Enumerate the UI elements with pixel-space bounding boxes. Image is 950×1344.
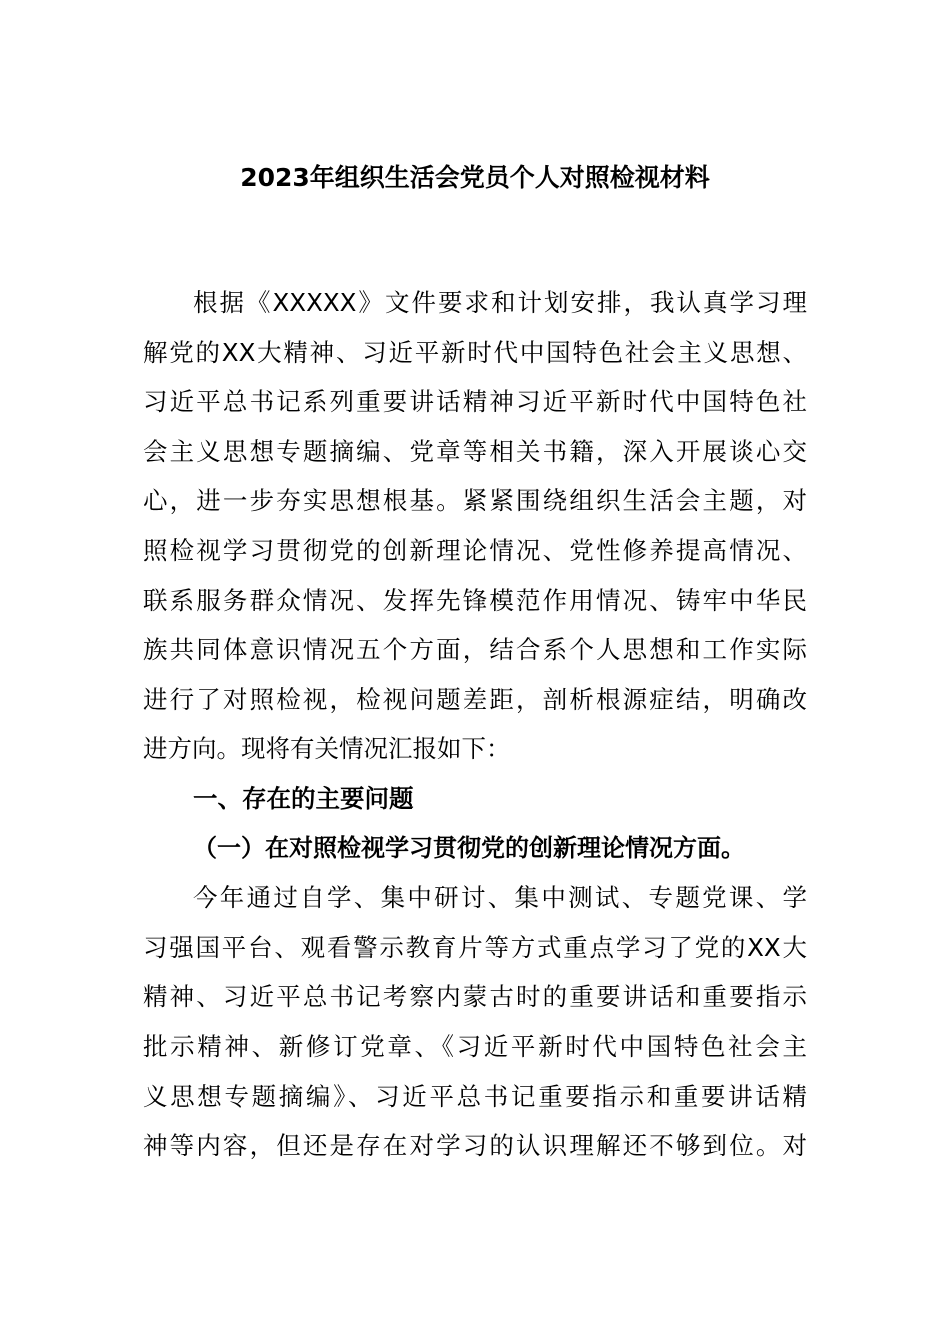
section-heading: 一、存在的主要问题 xyxy=(193,783,414,813)
paragraph-1-line: 会主义思想专题摘编、党章等相关书籍，深入开展谈心交 xyxy=(143,436,807,466)
paragraph-1-line: 习近平总书记系列重要讲话精神习近平新时代中国特色社 xyxy=(143,387,807,417)
paragraph-2-line: 精神、习近平总书记考察内蒙古时的重要讲话和重要指示 xyxy=(143,982,807,1012)
paragraph-1-line: 心，进一步夯实思想根基。紧紧围绕组织生活会主题，对 xyxy=(143,486,807,516)
paragraph-1-line: 联系服务群众情况、发挥先锋模范作用情况、铸牢中华民 xyxy=(143,585,807,615)
paragraph-2-line: 批示精神、新修订党章、《习近平新时代中国特色社会主 xyxy=(143,1031,807,1061)
paragraph-1-line: 解党的XX大精神、习近平新时代中国特色社会主义思想、 xyxy=(143,337,807,367)
paragraph-1-line: 进行了对照检视，检视问题差距，剖析根源症结，明确改 xyxy=(143,684,807,714)
paragraph-2-line: 今年通过自学、集中研讨、集中测试、专题党课、学 xyxy=(193,883,807,913)
paragraph-2-line: 习强国平台、观看警示教育片等方式重点学习了党的XX大 xyxy=(143,932,807,962)
paragraph-1-line: 进方向。现将有关情况汇报如下： xyxy=(143,734,511,764)
paragraph-1-line: 照检视学习贯彻党的创新理论情况、党性修养提高情况、 xyxy=(143,535,807,565)
document-body xyxy=(143,278,807,1171)
document-title: 2023年组织生活会党员个人对照检视材料 xyxy=(240,163,710,192)
paragraph-1-line: 根据《XXXXX》文件要求和计划安排，我认真学习理 xyxy=(193,288,807,317)
subsection-heading: （一）在对照检视学习贯彻党的创新理论情况方面。 xyxy=(193,833,745,862)
paragraph-2-line: 义思想专题摘编》、习近平总书记重要指示和重要讲话精 xyxy=(143,1081,807,1111)
paragraph-2-line: 神等内容，但还是存在对学习的认识理解还不够到位。对 xyxy=(143,1131,807,1161)
paragraph-1-line: 族共同体意识情况五个方面，结合系个人思想和工作实际 xyxy=(143,635,807,665)
